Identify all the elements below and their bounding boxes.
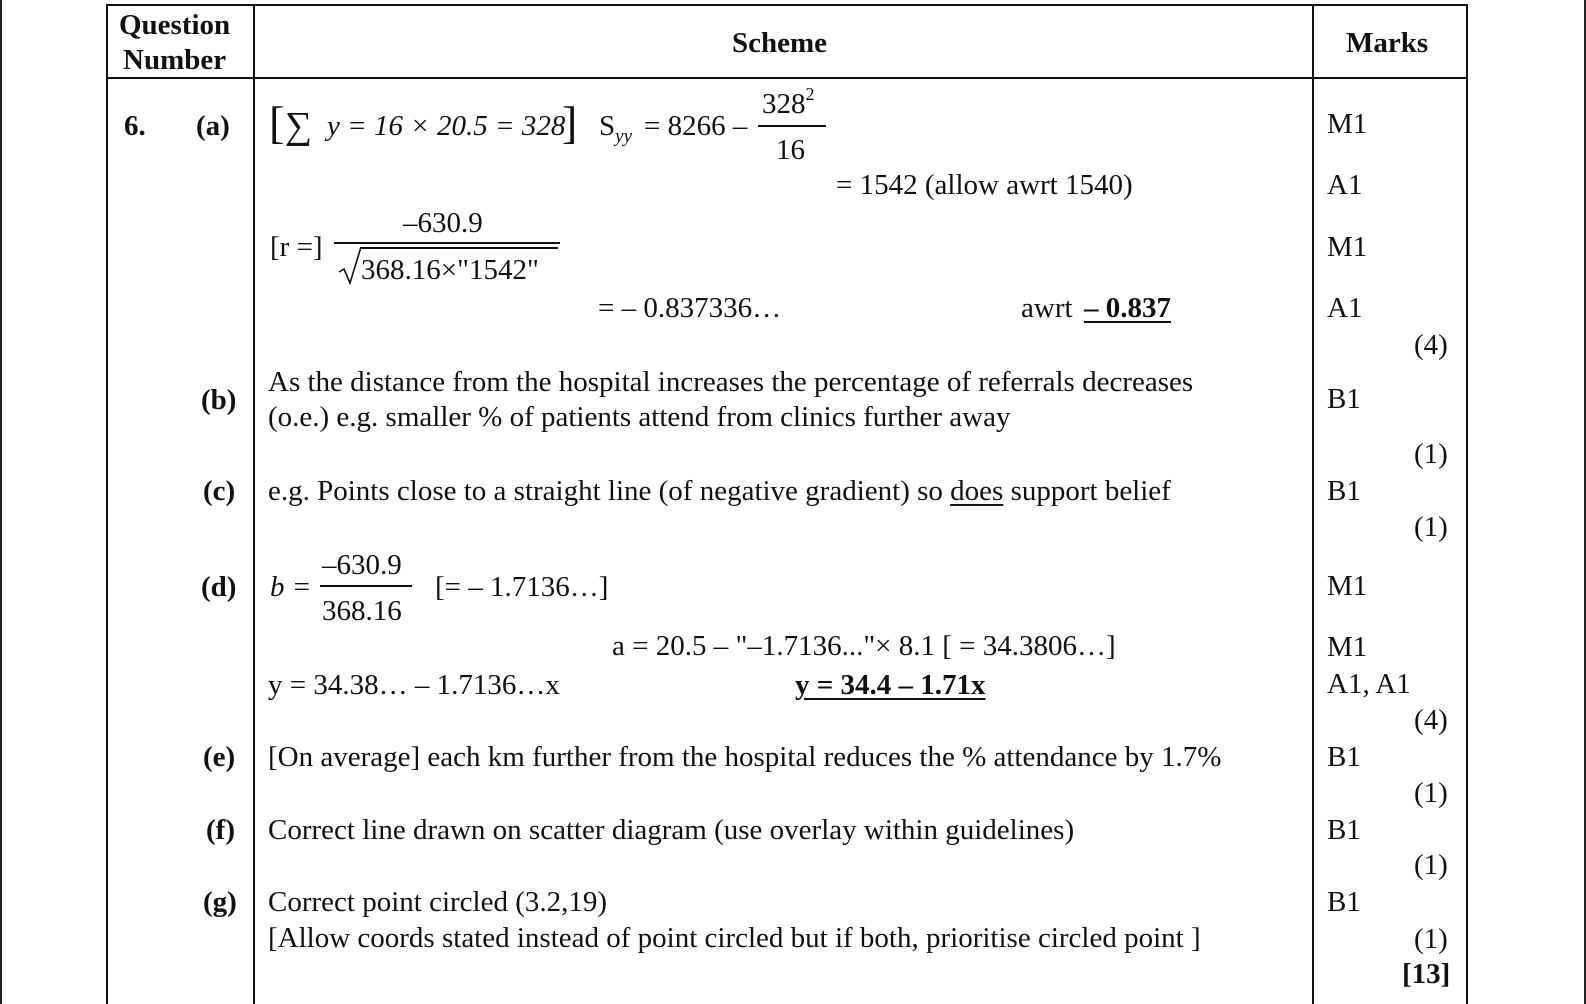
part-a-label: (a) — [196, 110, 230, 142]
part-g-label: (g) — [203, 886, 237, 918]
column-divider-2 — [1312, 4, 1314, 1004]
syy-symbol: $S_{yy}$ — [599, 110, 633, 147]
r-label: [r =] — [270, 231, 323, 263]
header-question: Question — [119, 9, 231, 41]
sum-sigma: ∑ — [285, 105, 313, 147]
syy-equals: = 8266 – — [644, 110, 748, 142]
square-root-icon — [338, 245, 362, 285]
mark-a-3: M1 — [1327, 231, 1368, 263]
mark-a-2: A1 — [1327, 169, 1363, 201]
b-value: [= – 1.7136…] — [435, 571, 609, 603]
mark-e: B1 — [1327, 741, 1361, 773]
a-equation: a = 20.5 – "–1.7136..."× 8.1 [ = 34.3806…] — [612, 630, 1116, 662]
b-numerator: –630.9 — [322, 549, 402, 581]
part-b-label: (b) — [201, 384, 237, 416]
total-d: (4) — [1414, 704, 1448, 736]
question-number: 6. — [124, 110, 146, 142]
b-denominator: 368.16 — [322, 595, 402, 627]
part-f-text: Correct line drawn on scatter diagram (use overlay within guidelines) — [268, 814, 1075, 846]
header-scheme: Scheme — [732, 27, 828, 59]
close-bracket: ] — [562, 97, 578, 148]
b-fraction-bar — [320, 585, 412, 587]
awrt-value: – 0.837 — [1084, 292, 1171, 324]
b-label: b = — [270, 571, 312, 603]
mark-a-4: A1 — [1327, 292, 1363, 324]
y-equation: y = 34.38… – 1.7136…x — [268, 669, 560, 701]
part-d-label: (d) — [201, 571, 237, 603]
part-f-label: (f) — [206, 814, 235, 846]
header-number: Number — [123, 44, 227, 76]
part-g-line2: [Allow coords stated instead of point circled but if both, prioritise circled point ] — [268, 922, 1201, 954]
part-e-text: [On average] each km further from the hospital reduces the % attendance by 1.7% — [268, 741, 1222, 773]
r-fraction-bar — [334, 242, 560, 244]
part-e-label: (e) — [203, 741, 236, 773]
total-e: (1) — [1414, 777, 1448, 809]
total-g: (1) — [1414, 923, 1448, 955]
mark-d-3: A1, A1 — [1327, 668, 1411, 700]
sum-y-expression: y = 16 × 20.5 = 328 — [327, 110, 566, 142]
part-b-line2: (o.e.) e.g. smaller % of patients attend from clinics further away — [268, 401, 1011, 433]
total-a: (4) — [1414, 329, 1448, 361]
syy-numerator: $328^2$ — [762, 84, 815, 120]
part-b-line1: As the distance from the hospital increases the percentage of referrals decreases — [268, 366, 1194, 398]
r-numerator: –630.9 — [403, 207, 483, 239]
mark-b: B1 — [1327, 383, 1361, 415]
page-edge-left — [0, 0, 2, 1004]
total-c: (1) — [1414, 511, 1448, 543]
mark-a-1: M1 — [1327, 108, 1368, 140]
mark-c: B1 — [1327, 475, 1361, 507]
part-c-text: e.g. Points close to a straight line (of negative gradient) so does support belief — [268, 475, 1171, 507]
part-c-label: (c) — [203, 475, 236, 507]
part-g-line1: Correct point circled (3.2,19) — [268, 886, 608, 918]
part-c-underlined: does — [950, 475, 1004, 507]
mark-f: B1 — [1327, 814, 1361, 846]
mark-d-2: M1 — [1327, 631, 1368, 663]
mark-g: B1 — [1327, 886, 1361, 918]
y-final-equation: y = 34.4 – 1.71x — [795, 669, 986, 701]
grand-total: [13] — [1402, 958, 1451, 990]
total-f: (1) — [1414, 849, 1448, 881]
open-bracket: [ — [269, 97, 285, 148]
total-b: (1) — [1414, 438, 1448, 470]
r-denominator: 368.16×"1542" — [361, 254, 539, 286]
column-divider-1 — [253, 4, 255, 1004]
awrt-label: awrt — [1021, 292, 1073, 324]
syy-denominator: 16 — [776, 134, 805, 166]
mark-d-1: M1 — [1327, 570, 1368, 602]
syy-result: = 1542 (allow awrt 1540) — [836, 169, 1133, 201]
header-marks: Marks — [1346, 27, 1429, 59]
header-divider — [106, 77, 1468, 79]
sqrt-overline — [360, 247, 558, 249]
r-value: = – 0.837336… — [598, 292, 782, 324]
syy-fraction-bar — [758, 125, 826, 127]
